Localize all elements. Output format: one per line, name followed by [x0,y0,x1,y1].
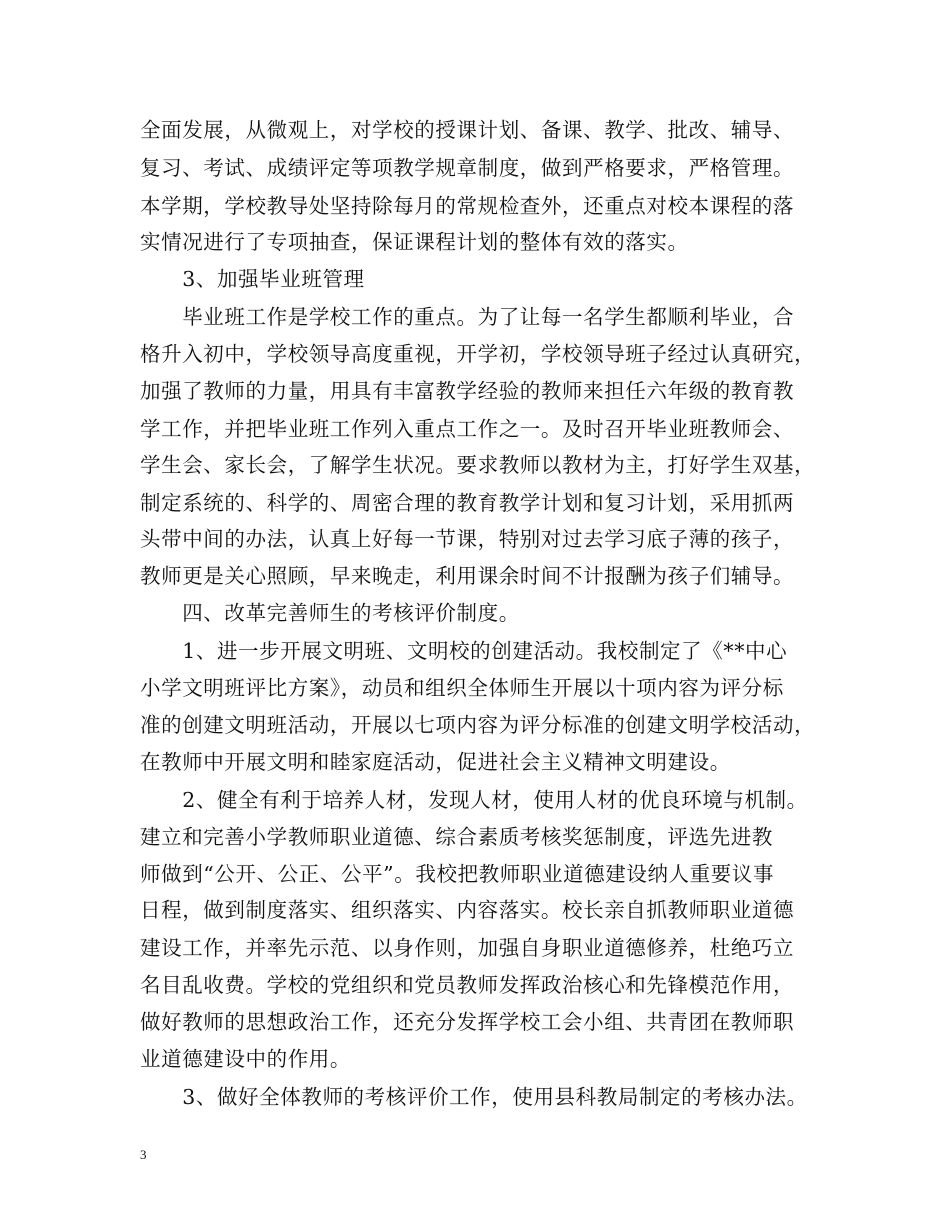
text-line: 制定系统的、科学的、周密合理的教育教学计划和复习计划，采用抓两 [140,491,795,515]
page-number: 3 [140,1147,147,1162]
text-line: 2、健全有利于培养人材，发现人材，使用人材的优良环境与机制。 [140,788,808,812]
section-heading: 四、改革完善师生的考核评价制度。 [140,601,520,625]
text-line: 实情况进行了专项抽查，保证课程计划的整体有效的落实。 [140,230,689,254]
text-line: 复习、考试、成绩评定等项教学规章制度，做到严格要求，严格管理。 [140,156,795,180]
text-line: 小学文明班评比方案》，动员和组织全体师生开展以十项内容为评分标 [140,676,784,700]
text-line: 业道德建设中的作用。 [140,1047,351,1071]
text-line: 格升入初中，学校领导高度重视，开学初，学校领导班子经过认真研究， [140,342,816,366]
section-heading: 3、加强毕业班管理 [140,267,365,291]
text-line: 1、进一步开展文明班、文明校的创建活动。我校制定了《**中心 [140,639,788,663]
text-line: 毕业班工作是学校工作的重点。为了让每一名学生都顺利毕业，合 [140,305,795,329]
text-line: 日程，做到制度落实、组织落实、内容落实。校长亲自抓教师职业道德 [140,898,795,922]
text-line: 建设工作，并率先示范、以身作则，加强自身职业道德修养，杜绝巧立 [140,936,795,960]
text-line: 名目乱收费。学校的党组织和党员教师发挥政治核心和先锋模范作用， [140,973,795,997]
text-line: 教师更是关心照顾，早来晚走，利用课余时间不计报酬为孩子们辅导。 [140,564,795,588]
text-line: 做好教师的思想政治工作，还充分发挥学校工会小组、共青团在教师职 [140,1010,795,1034]
text-line: 准的创建文明班活动，开展以七项内容为评分标准的创建文明学校活动， [140,713,816,737]
text-line: 加强了教师的力量，用具有丰富教学经验的教师来担任六年级的教育教 [140,379,795,403]
text-line: 头带中间的办法，认真上好每一节课，特别对过去学习底子薄的孩子， [140,527,795,551]
text-line: 师做到“公开、公正、公平”。我校把教师职业道德建设纳人重要议事 [140,862,775,886]
text-line: 建立和完善小学教师职业道德、综合素质考核奖惩制度，评选先进教 [140,825,773,849]
text-line: 学生会、家长会，了解学生状况。要求教师以教材为主，打好学生双基， [140,453,816,477]
text-line: 本学期，学校教导处坚持除每月的常规检查外，还重点对校本课程的落 [140,194,795,218]
text-line: 3、做好全体教师的考核评价工作，使用县科教局制定的考核办法。 [140,1085,808,1109]
text-line: 学工作，并把毕业班工作列入重点工作之一。及时召开毕业班教师会、 [140,417,795,441]
text-line: 全面发展，从微观上，对学校的授课计划、备课、教学、批改、辅导、 [140,118,795,142]
text-line: 在教师中开展文明和睦家庭活动，促进社会主义精神文明建设。 [140,750,731,774]
